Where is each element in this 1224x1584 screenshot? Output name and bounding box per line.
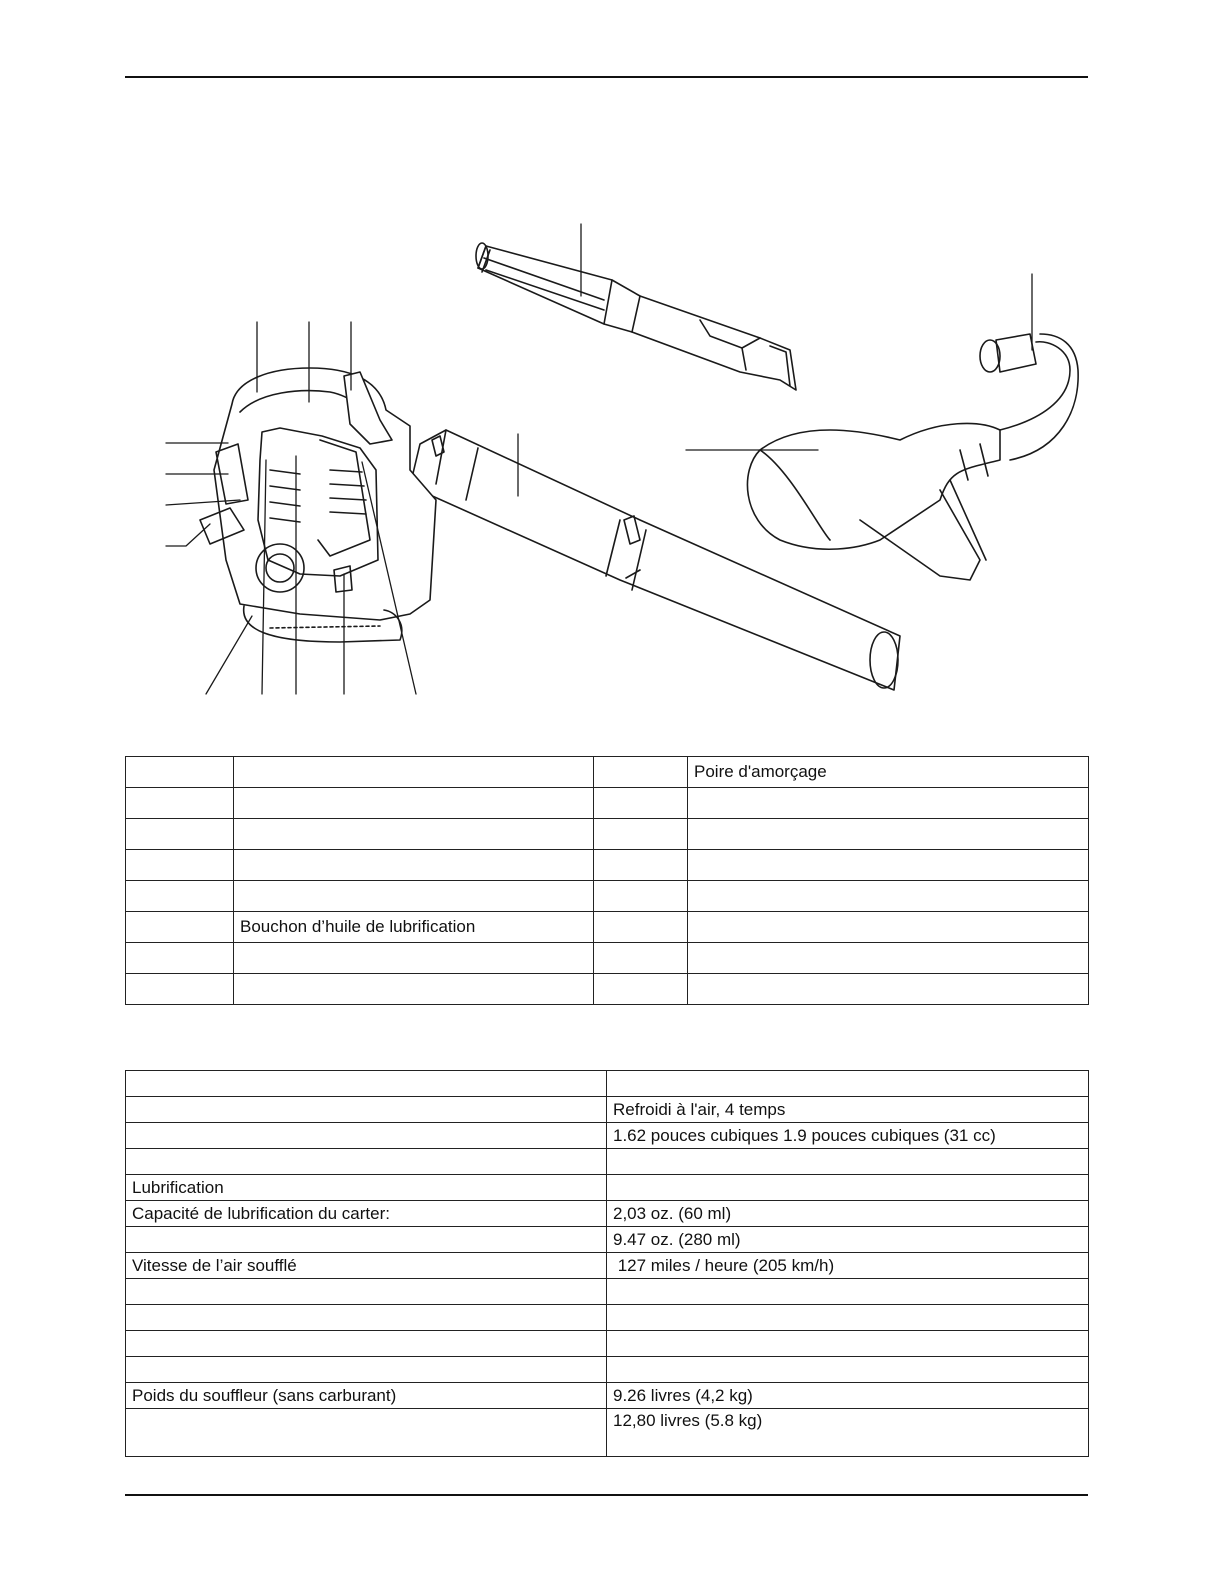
part-number xyxy=(126,912,234,943)
spec-label xyxy=(126,1097,607,1123)
part-name xyxy=(688,881,1089,912)
table-row xyxy=(126,819,1089,850)
spec-label xyxy=(126,1227,607,1253)
part-name xyxy=(688,912,1089,943)
table-row xyxy=(126,1305,1089,1331)
part-name xyxy=(234,757,594,788)
table-row xyxy=(126,1279,1089,1305)
spec-value xyxy=(607,1279,1089,1305)
vacuum-bag-drawing xyxy=(747,334,1078,580)
part-name xyxy=(688,788,1089,819)
spec-value xyxy=(607,1305,1089,1331)
parts-table xyxy=(125,756,1089,1005)
part-number xyxy=(594,819,688,850)
table-row xyxy=(126,757,1089,788)
header-rule xyxy=(125,76,1088,78)
spec-value: 9.26 livres (4,2 kg) xyxy=(607,1383,1089,1409)
concentrator-nozzle-drawing xyxy=(476,243,796,390)
part-name xyxy=(688,974,1089,1005)
part-number xyxy=(126,788,234,819)
spec-value xyxy=(607,1149,1089,1175)
part-number xyxy=(594,850,688,881)
part-name: Poire d'amorçage xyxy=(688,757,1089,788)
footer-rule xyxy=(125,1494,1088,1496)
table-row xyxy=(126,912,1089,943)
spec-label xyxy=(126,1071,607,1097)
table-row xyxy=(126,1201,1089,1227)
spec-value: Refroidi à l'air, 4 temps xyxy=(607,1097,1089,1123)
spec-label xyxy=(126,1331,607,1357)
part-number xyxy=(594,881,688,912)
part-number xyxy=(594,757,688,788)
part-number xyxy=(126,881,234,912)
table-row xyxy=(126,881,1089,912)
part-name xyxy=(688,850,1089,881)
part-name xyxy=(234,850,594,881)
specifications-table xyxy=(125,1070,1089,1457)
spec-value xyxy=(607,1175,1089,1201)
spec-label xyxy=(126,1409,607,1457)
table-row xyxy=(126,1383,1089,1409)
part-number xyxy=(126,850,234,881)
part-name xyxy=(234,881,594,912)
table-row xyxy=(126,1357,1089,1383)
table-row xyxy=(126,1071,1089,1097)
part-name-text: Bouchon d’huile de lubrification xyxy=(240,916,476,936)
engine-unit-drawing xyxy=(200,368,436,642)
spec-label: Vitesse de l’air soufflé xyxy=(126,1253,607,1279)
spec-value xyxy=(607,1071,1089,1097)
spec-label xyxy=(126,1123,607,1149)
spec-value: 127 miles / heure (205 km/h) xyxy=(607,1253,1089,1279)
part-number xyxy=(126,819,234,850)
table-row xyxy=(126,1149,1089,1175)
part-number xyxy=(126,943,234,974)
spec-value xyxy=(607,1357,1089,1383)
spec-label: Capacité de lubrification du carter: xyxy=(126,1201,607,1227)
table-row xyxy=(126,1409,1089,1457)
part-number xyxy=(594,788,688,819)
part-number xyxy=(594,912,688,943)
spec-label xyxy=(126,1305,607,1331)
spec-label: Poids du souffleur (sans carburant) xyxy=(126,1383,607,1409)
table-row xyxy=(126,1227,1089,1253)
blower-parts-illustration xyxy=(0,200,1224,710)
spec-value xyxy=(607,1331,1089,1357)
table-row xyxy=(126,1123,1089,1149)
spec-value: 12,80 livres (5.8 kg) xyxy=(607,1409,1089,1457)
part-number xyxy=(126,757,234,788)
spec-value: 2,03 oz. (60 ml) xyxy=(607,1201,1089,1227)
part-number xyxy=(594,974,688,1005)
table-row xyxy=(126,974,1089,1005)
part-name xyxy=(234,788,594,819)
part-name xyxy=(234,943,594,974)
part-name xyxy=(234,974,594,1005)
part-name xyxy=(234,819,594,850)
part-number xyxy=(126,974,234,1005)
spec-label xyxy=(126,1357,607,1383)
spec-label: Lubrification xyxy=(126,1175,607,1201)
table-row xyxy=(126,1331,1089,1357)
part-number xyxy=(594,943,688,974)
table-row xyxy=(126,1253,1089,1279)
spec-label xyxy=(126,1279,607,1305)
table-row xyxy=(126,943,1089,974)
table-row xyxy=(126,850,1089,881)
part-name xyxy=(688,819,1089,850)
spec-value: 1.62 pouces cubiques 1.9 pouces cubiques (31 cc) xyxy=(607,1123,1089,1149)
part-name xyxy=(234,912,594,943)
table-row xyxy=(126,788,1089,819)
table-row xyxy=(126,1175,1089,1201)
spec-label xyxy=(126,1149,607,1175)
part-name xyxy=(688,943,1089,974)
table-row xyxy=(126,1097,1089,1123)
spec-value: 9.47 oz. (280 ml) xyxy=(607,1227,1089,1253)
